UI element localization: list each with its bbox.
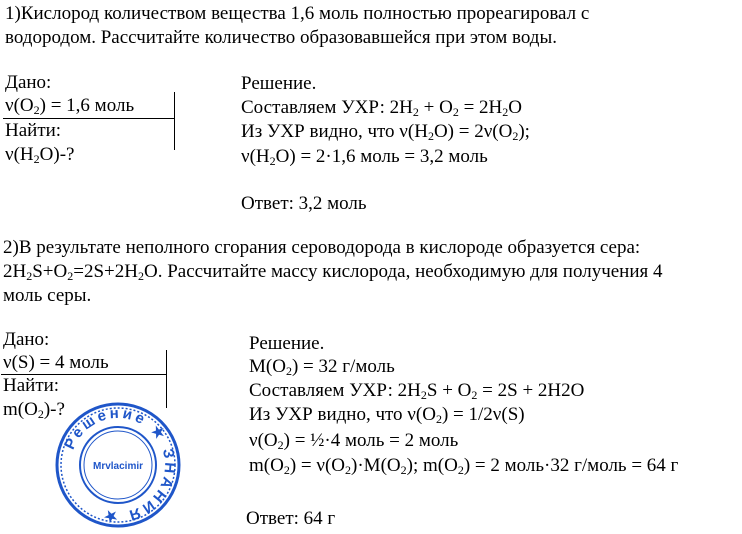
problem2-statement-line3: моль серы. (3, 285, 92, 306)
stamp-center-text: Mrvlacimir (92, 461, 144, 472)
problem2-given-label: Дано: (3, 329, 50, 350)
problem1-solution-label: Решение. (241, 73, 317, 94)
problem1-find-value: $\nu(H_2O)-$? (5, 144, 75, 166)
problem1-statement-line2: водородом. Рассчитайте количество образовавшейся при этом воды. (5, 27, 557, 48)
problem1-ratio: Из УХР видно, что $\nu(H_2O) = 2\nu(O_2)$; (241, 121, 530, 143)
problem2-statement-line2: $2H_2S+O_2=2S+2H_2O$. Рассчитайте массу кислорода, необходимую для получения 4 (3, 261, 663, 283)
problem1-statement-line1: 1)Кислород количеством вещества 1,6 моль полностью прореагировал с (5, 3, 590, 24)
problem2-given-value: ν(S) = 4 моль (3, 352, 109, 373)
svg-text:Решение ★ ЗНАНИЯ ★: Решение ★ ЗНАНИЯ ★ (61, 404, 179, 526)
problem1-given-vertical (174, 92, 175, 150)
problem2-find-label: Найти: (3, 375, 60, 396)
problem1-given-label: Дано: (5, 72, 52, 93)
problem1-calculation: $\nu(H_2O) = 2\cdot 1,6$ моль = 3,2 моль (241, 146, 488, 168)
problem2-molar-mass: $M(O_2) = 32$ г/моль (249, 356, 395, 378)
problem2-ratio: Из УХР видно, что $\nu(O_2) = 1/2\nu(S)$ (249, 404, 525, 426)
problem2-equation: Составляем УХР: $2H_2S + O_2 = 2S + 2H2O$ (249, 380, 585, 402)
problem2-solution-label: Решение. (249, 333, 325, 354)
problem2-nu-calculation: $\nu(O_2)$ = ½·4 моль = 2 моль (249, 430, 459, 452)
problem2-answer: Ответ: 64 г (246, 508, 336, 529)
stamp-seal (53, 400, 183, 530)
problem1-equation: Составляем УХР: $2H_2 + O_2 = 2H_2O$ (241, 97, 522, 119)
problem2-mass-calculation: $m(O_2) = \nu(O_2)\cdot M(O_2)$; $m(O_2) = 2$ моль·32 г/моль = 64 г (249, 455, 679, 477)
problem2-statement-line1: 2)В результате неполного сгорания сероводорода в кислороде образуется сера: (3, 237, 641, 258)
problem1-find-label: Найти: (5, 120, 62, 141)
problem1-answer: Ответ: 3,2 моль (241, 193, 367, 214)
problem1-given-divider (3, 118, 175, 119)
problem2-find-value: $m(O_2)-$? (3, 399, 65, 421)
problem1-given-value: $\nu(O_2) = 1,6$ моль (5, 95, 135, 117)
